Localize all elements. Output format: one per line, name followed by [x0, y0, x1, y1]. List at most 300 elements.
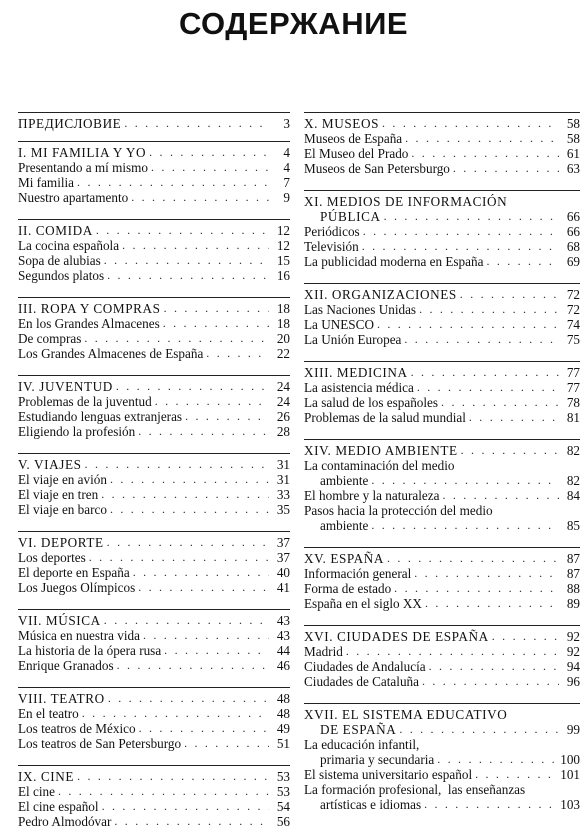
- toc-entry-label: DE ESPAÑA: [320, 722, 397, 737]
- section-divider: [18, 219, 290, 220]
- toc-entry-label: VII. MÚSICA: [18, 613, 101, 628]
- toc-entry-label: Eligiendo la profesión: [18, 424, 136, 439]
- leader-dots: [461, 443, 559, 458]
- toc-section: [304, 703, 580, 812]
- toc-entry-label: PÚBLICA: [320, 209, 381, 224]
- toc-entry: [18, 394, 290, 409]
- toc-entry-label: IV. JUVENTUD: [18, 379, 113, 394]
- toc-entry-label: Los deportes: [18, 550, 86, 565]
- toc-entry: [304, 659, 580, 674]
- toc-entry-page: 16: [276, 268, 290, 283]
- toc-entry: [304, 767, 580, 782]
- toc-entry: [304, 131, 580, 146]
- toc-entry-page: 77: [566, 380, 580, 395]
- leader-dots: [84, 331, 269, 346]
- toc-entry-page: 40: [276, 565, 290, 580]
- toc-entry-page: 77: [566, 365, 580, 380]
- leader-dots: [424, 797, 557, 812]
- leader-dots: [429, 659, 559, 674]
- toc-section-heading: [18, 613, 290, 628]
- leader-dots: [469, 410, 559, 425]
- toc-entry-label: Ciudades de Cataluña: [304, 674, 419, 689]
- toc-section-heading: [304, 365, 580, 380]
- leader-dots: [89, 550, 269, 565]
- toc-entry-label: Los teatros de San Petersburgo: [18, 736, 182, 751]
- toc-entry-page: 75: [566, 332, 580, 347]
- toc-entry-label: Estudiando lenguas extranjeras: [18, 409, 183, 424]
- leader-dots: [486, 254, 559, 269]
- toc-entry: [18, 268, 290, 283]
- toc-entry: [18, 565, 290, 580]
- toc-entry: [18, 331, 290, 346]
- toc-entry: [18, 784, 290, 799]
- leader-dots: [108, 691, 269, 706]
- section-divider: [18, 375, 290, 376]
- section-divider: [304, 190, 580, 191]
- toc-entry-label: ambiente: [320, 518, 369, 533]
- toc-entry-label: V. VIAJES: [18, 457, 82, 472]
- leader-dots: [96, 223, 269, 238]
- toc-entry-page: 4: [283, 145, 290, 160]
- leader-dots: [101, 487, 269, 502]
- leader-dots: [85, 457, 269, 472]
- toc-entry: [18, 472, 290, 487]
- toc-entry-label: Sopa de alubias: [18, 253, 101, 268]
- toc-section: [304, 625, 580, 689]
- toc-entry-page: 43: [276, 628, 290, 643]
- toc-entry-label: Televisión: [304, 239, 359, 254]
- toc-entry-label: Nuestro apartamento: [18, 190, 129, 205]
- toc-section-heading: [18, 145, 290, 160]
- leader-dots: [131, 190, 269, 205]
- toc-entry-page: 37: [276, 535, 290, 550]
- toc-entry-label: Problemas de la salud mundial: [304, 410, 466, 425]
- toc-entry: [18, 116, 290, 131]
- leader-dots: [133, 565, 269, 580]
- toc-section-heading: [18, 223, 290, 238]
- section-divider: [304, 625, 580, 626]
- toc-entry-page: 48: [276, 691, 290, 706]
- toc-entry: [18, 706, 290, 721]
- toc-section: [18, 687, 290, 751]
- toc-section: [304, 283, 580, 347]
- section-divider: [18, 609, 290, 610]
- toc-entry-page: 28: [276, 424, 290, 439]
- toc-entry-line: Pasos hacia la protección del medio: [304, 503, 493, 518]
- toc-section-heading-line: XI. MEDIOS DE INFORMACIÓN: [304, 194, 508, 209]
- toc-entry: [304, 518, 580, 533]
- toc-entry: [18, 658, 290, 673]
- toc-entry-label: Enrique Granados: [18, 658, 114, 673]
- toc-entry-label: El hombre y la naturaleza: [304, 488, 440, 503]
- leader-dots: [492, 629, 559, 644]
- toc-entry-label: De compras: [18, 331, 82, 346]
- leader-dots: [414, 566, 559, 581]
- leader-dots: [387, 551, 559, 566]
- toc-entry-label: La UNESCO: [304, 317, 374, 332]
- toc-entry: [18, 628, 290, 643]
- toc-section-heading: [304, 443, 580, 458]
- toc-entry: [304, 146, 580, 161]
- toc-entry-label: Ciudades de Andalucía: [304, 659, 426, 674]
- section-divider: [18, 687, 290, 688]
- toc-entry-label: Información general: [304, 566, 412, 581]
- leader-dots: [460, 287, 559, 302]
- leader-dots: [104, 613, 269, 628]
- toc-entry-label: ПРЕДИСЛОВИЕ: [18, 116, 122, 131]
- toc-entry: [304, 410, 580, 425]
- toc-entry-page: 84: [566, 488, 580, 503]
- toc-entry-page: 35: [276, 502, 290, 517]
- toc-entry: [18, 238, 290, 253]
- toc-entry-page: 69: [566, 254, 580, 269]
- leader-dots: [417, 380, 559, 395]
- toc-section: [18, 141, 290, 205]
- toc-entry-page: 89: [566, 596, 580, 611]
- leader-dots: [58, 784, 269, 799]
- toc-entry-page: 74: [566, 317, 580, 332]
- section-divider: [18, 112, 290, 113]
- toc-preface: [18, 112, 290, 131]
- leader-dots: [163, 316, 269, 331]
- toc-entry-page: 31: [276, 457, 290, 472]
- toc-entry-page: 61: [566, 146, 580, 161]
- toc-entry-label: XV. ESPAÑA: [304, 551, 385, 566]
- toc-entry-page: 41: [276, 580, 290, 595]
- toc-entry-label: artísticas e idiomas: [320, 797, 422, 812]
- toc-entry-label: Forma de estado: [304, 581, 392, 596]
- toc-entry-page: 24: [276, 394, 290, 409]
- section-divider: [304, 547, 580, 548]
- leader-dots: [139, 721, 269, 736]
- toc-section-heading: [18, 301, 290, 316]
- leader-dots: [411, 146, 559, 161]
- toc-entry-label: El Museo del Prado: [304, 146, 409, 161]
- toc-section: [304, 439, 580, 533]
- toc-entry-label: La cocina española: [18, 238, 120, 253]
- leader-dots: [164, 301, 269, 316]
- toc-entry-page: 44: [276, 643, 290, 658]
- toc-entry: [18, 175, 290, 190]
- leader-dots: [377, 317, 559, 332]
- toc-entry-page: 78: [566, 395, 580, 410]
- section-divider: [18, 531, 290, 532]
- toc-entry-label: I. MI FAMILIA Y YO: [18, 145, 147, 160]
- toc-entry-line: La contaminación del medio: [304, 458, 455, 473]
- toc-entry-label: El viaje en avión: [18, 472, 107, 487]
- toc-entry-label: ambiente: [320, 473, 369, 488]
- toc-entry-page: 72: [566, 302, 580, 317]
- toc-entry-page: 18: [276, 301, 290, 316]
- toc-entry-label: La asistencia médica: [304, 380, 414, 395]
- leader-dots: [394, 581, 559, 596]
- toc-section-heading: [304, 551, 580, 566]
- leader-dots: [475, 767, 557, 782]
- toc-entry-label: III. ROPA Y COMPRAS: [18, 301, 161, 316]
- toc-entry-label: Los Grandes Almacenes de España: [18, 346, 204, 361]
- toc-entry-page: 48: [276, 706, 290, 721]
- toc-entry: [304, 161, 580, 176]
- toc-entry-page: 88: [566, 581, 580, 596]
- toc-entry-label: X. MUSEOS: [304, 116, 380, 131]
- toc-section-heading-line: XVII. EL SISTEMA EDUCATIVO: [304, 707, 508, 722]
- toc-entry-page: 54: [276, 799, 290, 814]
- leader-dots: [442, 488, 559, 503]
- leader-dots: [437, 752, 557, 767]
- toc-entry-page: 82: [566, 443, 580, 458]
- leader-dots: [425, 596, 559, 611]
- toc-entry-label: España en el siglo XX: [304, 596, 422, 611]
- toc-entry-label: XIV. MEDIO AMBIENTE: [304, 443, 458, 458]
- toc-entry-label: El sistema universitario español: [304, 767, 473, 782]
- toc-entry-label: La salud de los españoles: [304, 395, 439, 410]
- leader-dots: [114, 814, 269, 829]
- leader-dots: [371, 473, 559, 488]
- leader-dots: [143, 628, 269, 643]
- toc-entry-label: Segundos platos: [18, 268, 105, 283]
- toc-entry: [18, 316, 290, 331]
- leader-dots: [419, 302, 559, 317]
- toc-entry-label: El cine español: [18, 799, 99, 814]
- section-divider: [304, 439, 580, 440]
- leader-dots: [399, 722, 559, 737]
- toc-entry-label: Problemas de la juventud: [18, 394, 152, 409]
- toc-entry-page: 103: [560, 797, 580, 812]
- toc-entry: [18, 814, 290, 829]
- toc-entry: [18, 736, 290, 751]
- toc-entry-page: 66: [566, 224, 580, 239]
- toc-entry: [304, 797, 580, 812]
- toc-section: [18, 531, 290, 595]
- toc-entry-line: La formación profesional, las enseñanzas: [304, 782, 526, 797]
- toc-entry-page: 92: [566, 629, 580, 644]
- toc-entry-page: 87: [566, 551, 580, 566]
- leader-dots: [151, 160, 269, 175]
- leader-dots: [149, 145, 269, 160]
- toc-entry: [18, 643, 290, 658]
- toc-entry-page: 18: [276, 316, 290, 331]
- leader-dots: [102, 799, 269, 814]
- toc-section: [304, 190, 580, 269]
- leader-dots: [441, 395, 559, 410]
- toc-entry-label: El cine: [18, 784, 55, 799]
- toc-entry: [304, 566, 580, 581]
- leader-dots: [122, 238, 269, 253]
- toc-entry-page: 53: [276, 784, 290, 799]
- toc-section-heading: [304, 287, 580, 302]
- leader-dots: [77, 769, 269, 784]
- toc-entry: [18, 487, 290, 502]
- page-title: СОДЕРЖАНИЕ: [178, 6, 409, 41]
- toc-entry-page: 72: [566, 287, 580, 302]
- leader-dots: [110, 502, 269, 517]
- toc-entry-label: Museos de España: [304, 131, 403, 146]
- toc-entry-page: 22: [276, 346, 290, 361]
- leader-dots: [411, 365, 559, 380]
- leader-dots: [110, 472, 269, 487]
- toc-entry-page: 26: [276, 409, 290, 424]
- section-divider: [18, 297, 290, 298]
- toc-entry-page: 87: [566, 566, 580, 581]
- toc-entry-page: 56: [276, 814, 290, 829]
- toc-entry-page: 96: [566, 674, 580, 689]
- toc-entry-page: 15: [276, 253, 290, 268]
- toc-entry: [18, 799, 290, 814]
- toc-entry: [304, 239, 580, 254]
- section-divider: [18, 453, 290, 454]
- toc-entry: [18, 409, 290, 424]
- toc-entry-label: Mi familia: [18, 175, 75, 190]
- section-divider: [304, 283, 580, 284]
- toc-entry-label: La historia de la ópera rusa: [18, 643, 162, 658]
- toc-section: [18, 297, 290, 361]
- leader-dots: [404, 332, 559, 347]
- toc-section: [18, 609, 290, 673]
- toc-left-column: [18, 112, 290, 829]
- toc-entry-page: 20: [276, 331, 290, 346]
- toc-section-heading: [18, 691, 290, 706]
- toc-section-heading: [304, 629, 580, 644]
- leader-dots: [116, 379, 269, 394]
- toc-entry: [18, 580, 290, 595]
- leader-dots: [138, 424, 269, 439]
- toc-entry: [18, 160, 290, 175]
- toc-entry-page: 63: [566, 161, 580, 176]
- toc-entry-label: El deporte en España: [18, 565, 130, 580]
- toc-entry: [304, 488, 580, 503]
- section-divider: [304, 361, 580, 362]
- toc-entry: [18, 550, 290, 565]
- toc-entry-label: primaria y secundaria: [320, 752, 435, 767]
- toc-section: [304, 112, 580, 176]
- toc-entry-label: Periódicos: [304, 224, 360, 239]
- leader-dots: [382, 116, 559, 131]
- toc-entry: [304, 302, 580, 317]
- toc-left-sections: [18, 141, 290, 829]
- leader-dots: [138, 580, 269, 595]
- toc-entry: [18, 424, 290, 439]
- toc-section: [18, 375, 290, 439]
- toc-entry-page: 9: [283, 190, 290, 205]
- leader-dots: [107, 268, 269, 283]
- leader-dots: [384, 209, 559, 224]
- leader-dots: [362, 239, 559, 254]
- toc-entry-label: La Unión Europea: [304, 332, 402, 347]
- toc-entry-label: La publicidad moderna en España: [304, 254, 484, 269]
- leader-dots: [184, 736, 269, 751]
- toc-entry: [304, 473, 580, 488]
- toc-entry-label: Museos de San Petersburgo: [304, 161, 450, 176]
- toc-entry-page: 82: [566, 473, 580, 488]
- section-divider: [18, 765, 290, 766]
- toc-entry-page: 43: [276, 613, 290, 628]
- toc-section: [304, 361, 580, 425]
- leader-dots: [371, 518, 559, 533]
- toc-entry-label: XII. ORGANIZACIONES: [304, 287, 457, 302]
- toc-entry: [304, 395, 580, 410]
- toc-entry-page: 4: [283, 160, 290, 175]
- toc-entry: [18, 346, 290, 361]
- leader-dots: [155, 394, 269, 409]
- toc-entry-page: 7: [283, 175, 290, 190]
- toc-entry: [18, 253, 290, 268]
- toc-entry-page: 81: [566, 410, 580, 425]
- toc-entry-page: 24: [276, 379, 290, 394]
- toc-entry-label: En los Grandes Almacenes: [18, 316, 160, 331]
- toc-entry-page: 92: [566, 644, 580, 659]
- toc-section: [18, 219, 290, 283]
- toc-entry-page: 51: [276, 736, 290, 751]
- toc-entry-label: El viaje en tren: [18, 487, 99, 502]
- leader-dots: [453, 161, 559, 176]
- toc-entry: [304, 596, 580, 611]
- toc-entry-label: II. COMIDA: [18, 223, 93, 238]
- toc-entry-label: Presentando a mí mismo: [18, 160, 149, 175]
- toc-entry-label: VI. DEPORTE: [18, 535, 104, 550]
- toc-entry-page: 58: [566, 131, 580, 146]
- section-divider: [18, 141, 290, 142]
- toc-entry-page: 3: [283, 116, 290, 131]
- toc-section-heading: [18, 535, 290, 550]
- toc-entry-label: Madrid: [304, 644, 343, 659]
- toc-entry: [304, 224, 580, 239]
- toc-entry-label: Los Juegos Olímpicos: [18, 580, 136, 595]
- toc-section: [304, 547, 580, 611]
- toc-entry-label: El viaje en barco: [18, 502, 107, 517]
- toc-entry: [304, 380, 580, 395]
- section-divider: [304, 112, 580, 113]
- leader-dots: [117, 658, 269, 673]
- toc-entry-label: XVI. CIUDADES DE ESPAÑA: [304, 629, 489, 644]
- leader-dots: [82, 706, 269, 721]
- toc-entry-page: 12: [276, 238, 290, 253]
- toc-entry: [304, 332, 580, 347]
- toc-entry-label: Música en nuestra vida: [18, 628, 140, 643]
- toc-entry: [304, 254, 580, 269]
- leader-dots: [346, 644, 559, 659]
- leader-dots: [164, 643, 269, 658]
- toc-entry-label: Pedro Almodóvar: [18, 814, 112, 829]
- toc-entry-page: 53: [276, 769, 290, 784]
- toc-entry-page: 12: [276, 223, 290, 238]
- toc-entry-page: 46: [276, 658, 290, 673]
- leader-dots: [405, 131, 559, 146]
- toc-entry: [18, 190, 290, 205]
- toc-entry: [304, 317, 580, 332]
- toc-section-heading: [304, 722, 580, 737]
- toc-entry-page: 94: [566, 659, 580, 674]
- toc-entry: [304, 644, 580, 659]
- leader-dots: [422, 674, 559, 689]
- toc-section: [18, 453, 290, 517]
- toc-entry-page: 58: [566, 116, 580, 131]
- toc-entry-page: 68: [566, 239, 580, 254]
- toc-entry-page: 85: [566, 518, 580, 533]
- toc-entry-label: VIII. TEATRO: [18, 691, 105, 706]
- toc-entry-page: 49: [276, 721, 290, 736]
- leader-dots: [206, 346, 269, 361]
- toc-entry-label: En el teatro: [18, 706, 79, 721]
- section-divider: [304, 703, 580, 704]
- leader-dots: [77, 175, 269, 190]
- toc-entry-page: 37: [276, 550, 290, 565]
- toc-entry: [304, 752, 580, 767]
- leader-dots: [104, 253, 269, 268]
- leader-dots: [124, 116, 269, 131]
- toc-entry-line: La educación infantil,: [304, 737, 420, 752]
- toc-entry-page: 31: [276, 472, 290, 487]
- toc-section-heading: [18, 769, 290, 784]
